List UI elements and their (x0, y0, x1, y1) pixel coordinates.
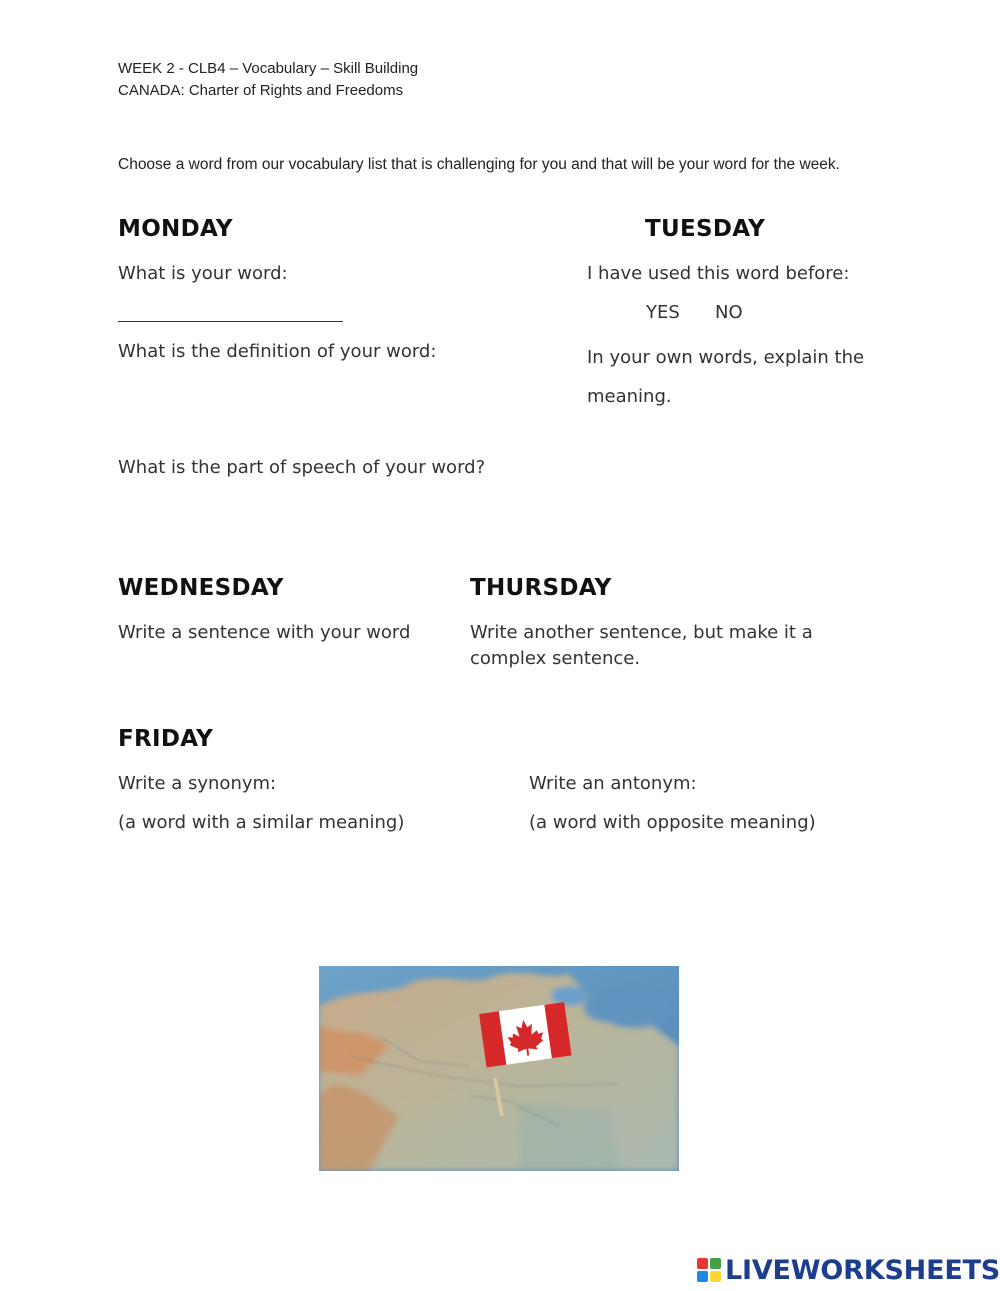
worksheet-header-line2: CANADA: Charter of Rights and Freedoms (118, 82, 404, 99)
monday-part-of-speech-question: What is the part of speech of your word? (118, 457, 486, 478)
no-option[interactable]: NO (715, 302, 743, 323)
tuesday-used-question: I have used this word before: (587, 263, 850, 284)
monday-word-question: What is your word: (118, 263, 288, 284)
monday-definition-question: What is the definition of your word: (118, 341, 437, 362)
liveworksheets-logo-icon (697, 1258, 721, 1282)
synonym-hint: (a word with a similar meaning) (118, 812, 405, 833)
yes-option[interactable]: YES (646, 302, 680, 323)
tuesday-heading: TUESDAY (645, 216, 766, 242)
instructions-text: Choose a word from our vocabulary list that is challenging for you and that will be your word for the week. (118, 156, 840, 173)
monday-heading: MONDAY (118, 216, 233, 242)
word-answer-line[interactable] (118, 321, 343, 322)
friday-heading: FRIDAY (118, 726, 214, 752)
antonym-hint: (a word with opposite meaning) (529, 812, 816, 833)
canada-flag-map-photo (319, 966, 679, 1171)
antonym-question: Write an antonym: (529, 773, 697, 794)
tuesday-explain-question: In your own words, explain the meaning. (587, 347, 865, 407)
thursday-complex-question: Write another sentence, but make it a complex sentence. (470, 622, 813, 669)
synonym-question: Write a synonym: (118, 773, 277, 794)
liveworksheets-wordmark: LIVEWORKSHEETS (725, 1254, 1000, 1286)
thursday-heading: THURSDAY (470, 575, 612, 601)
liveworksheets-logo[interactable] (697, 1255, 1000, 1285)
wednesday-heading: WEDNESDAY (118, 575, 284, 601)
worksheet-header-line1: WEEK 2 - CLB4 – Vocabulary – Skill Building (118, 60, 419, 77)
wednesday-sentence-question: Write a sentence with your word (118, 622, 411, 643)
